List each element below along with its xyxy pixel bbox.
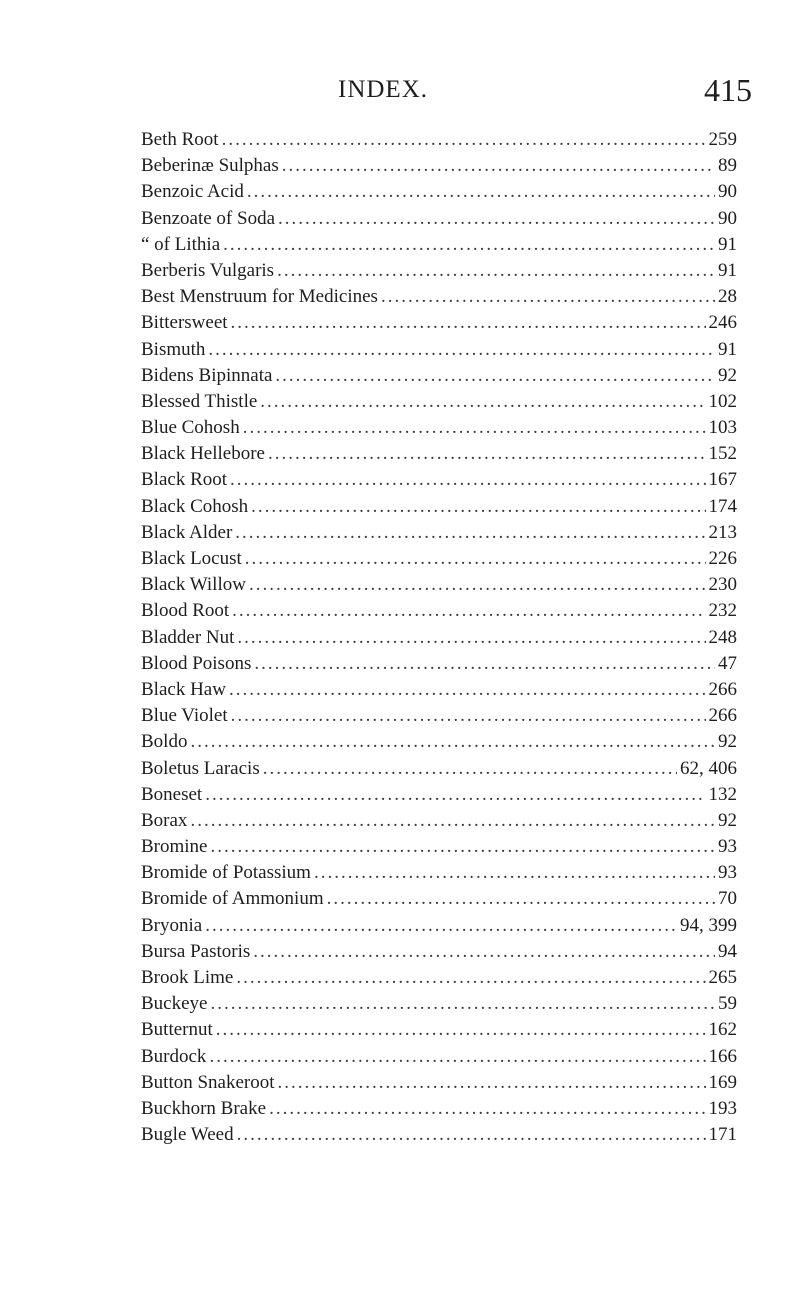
index-entry-page: 103 bbox=[708, 417, 737, 439]
index-entry-page: 265 bbox=[708, 967, 737, 988]
index-entry-page: 47 bbox=[718, 652, 737, 674]
index-entry bbox=[141, 258, 737, 284]
index-entry-page: 248 bbox=[708, 626, 737, 648]
index-entry-term: Boldo bbox=[141, 731, 188, 753]
index-entry-page: 230 bbox=[708, 574, 737, 596]
dot-leader bbox=[254, 651, 715, 677]
index-entry bbox=[141, 782, 737, 808]
index-entry bbox=[141, 389, 737, 415]
index-entry bbox=[141, 127, 737, 153]
index-entry-page: 70 bbox=[718, 888, 737, 910]
index-entry-term: Berberis Vulgaris bbox=[141, 259, 275, 281]
index-entry-page: 166 bbox=[708, 1045, 737, 1067]
index-entry-page: 232 bbox=[708, 600, 737, 622]
index-entry-page: 266 bbox=[708, 678, 737, 700]
index-entry-term: Black Willow bbox=[141, 574, 246, 596]
index-entry-page: 91 bbox=[718, 233, 737, 255]
dot-leader bbox=[253, 939, 715, 965]
index-entry bbox=[141, 860, 737, 886]
index-entry-page: 93 bbox=[718, 836, 737, 858]
index-entry-term: Black Alder bbox=[141, 521, 233, 543]
index-entry-term: Blood Poisons bbox=[141, 652, 252, 674]
dot-leader bbox=[275, 363, 715, 389]
index-entry-page: 266 bbox=[708, 705, 737, 727]
dot-leader bbox=[237, 625, 705, 651]
dot-leader bbox=[268, 441, 706, 467]
index-entry bbox=[141, 886, 737, 912]
index-entry-term: Blood Root bbox=[141, 600, 230, 622]
index-entry bbox=[141, 1122, 737, 1148]
dot-leader bbox=[223, 232, 715, 258]
index-entry bbox=[141, 206, 737, 232]
index-entry bbox=[141, 703, 737, 729]
dot-leader bbox=[314, 860, 715, 886]
dot-leader bbox=[282, 153, 715, 179]
index-entry-term: Bugle Weed bbox=[141, 1124, 234, 1146]
index-entry bbox=[141, 808, 737, 834]
index-entry bbox=[141, 284, 737, 310]
index-entry-page: 102 bbox=[708, 390, 737, 412]
dot-leader bbox=[263, 756, 677, 782]
index-entry-page: 94, 399 bbox=[680, 914, 737, 936]
index-entry-page: 94 bbox=[718, 940, 737, 962]
index-entry-term: Black Locust bbox=[141, 548, 242, 569]
index-entry-term: Boletus Laracis bbox=[141, 757, 260, 779]
dot-leader bbox=[251, 494, 705, 520]
index-entry-page: 90 bbox=[718, 207, 737, 229]
index-entry-term: Blue Violet bbox=[141, 705, 228, 727]
dot-leader bbox=[249, 572, 706, 598]
index-entry-page: 259 bbox=[708, 129, 737, 150]
index-entry bbox=[141, 441, 737, 467]
index-entry-term: “ of Lithia bbox=[141, 233, 221, 255]
index-entry bbox=[141, 1070, 737, 1096]
index-entry-term: Bidens Bipinnata bbox=[141, 364, 273, 386]
index-entry-page: 28 bbox=[718, 286, 737, 308]
index-entry-page: 174 bbox=[708, 495, 737, 517]
index-entry-page: 152 bbox=[708, 443, 737, 465]
index-entry bbox=[141, 939, 737, 965]
index-entry-term: Bismuth bbox=[141, 338, 206, 360]
index-entry-page: 167 bbox=[708, 469, 737, 491]
index-entry-term: Bromide of Ammonium bbox=[141, 888, 324, 910]
index-entry bbox=[141, 1044, 737, 1070]
dot-leader bbox=[208, 337, 715, 363]
index-entry-page: 193 bbox=[708, 1097, 737, 1119]
index-entry bbox=[141, 677, 737, 703]
index-entry-term: Blue Cohosh bbox=[141, 417, 240, 439]
index-entry-page: 92 bbox=[718, 809, 737, 831]
index-entry-term: Bittersweet bbox=[141, 312, 228, 334]
dot-leader bbox=[247, 179, 715, 205]
index-entry-page: 90 bbox=[718, 181, 737, 203]
index-entry-term: Bromide of Potassium bbox=[141, 862, 311, 884]
dot-leader bbox=[327, 886, 715, 912]
index-entry bbox=[141, 756, 737, 782]
index-entry-term: Blessed Thistle bbox=[141, 390, 258, 412]
index-entries-list bbox=[141, 127, 737, 1148]
index-entry bbox=[141, 913, 737, 939]
index-entry-page: 59 bbox=[718, 993, 737, 1015]
index-entry-page: 89 bbox=[718, 155, 737, 177]
dot-leader bbox=[237, 1122, 706, 1148]
index-entry bbox=[141, 337, 737, 363]
index-entry bbox=[141, 1017, 737, 1043]
index-entry-term: Beberinæ Sulphas bbox=[141, 155, 279, 177]
index-entry-page: 226 bbox=[708, 548, 737, 569]
index-entry-term: Brook Lime bbox=[141, 967, 234, 988]
index-entry-term: Button Snakeroot bbox=[141, 1071, 275, 1093]
index-entry bbox=[141, 1096, 737, 1122]
index-entry-term: Benzoate of Soda bbox=[141, 207, 276, 229]
index-entry-page: 93 bbox=[718, 862, 737, 884]
index-entry-page: 162 bbox=[708, 1019, 737, 1041]
dot-leader bbox=[278, 206, 715, 232]
index-entry-page: 62, 406 bbox=[680, 757, 737, 779]
index-entry-page: 91 bbox=[718, 338, 737, 360]
dot-leader bbox=[277, 258, 715, 284]
dot-leader bbox=[269, 1096, 705, 1122]
dot-leader bbox=[232, 598, 705, 624]
index-entry-page: 132 bbox=[708, 783, 737, 805]
page-title: INDEX. bbox=[338, 76, 429, 103]
dot-leader bbox=[231, 703, 706, 729]
dot-leader bbox=[236, 965, 705, 991]
dot-leader bbox=[245, 546, 706, 572]
dot-leader bbox=[278, 1070, 706, 1096]
index-entry-page: 213 bbox=[708, 521, 737, 543]
dot-leader bbox=[210, 991, 715, 1017]
index-entry-page: 92 bbox=[718, 364, 737, 386]
index-entry-term: Best Menstruum for Medicines bbox=[141, 286, 378, 308]
dot-leader bbox=[229, 677, 706, 703]
index-entry bbox=[141, 153, 737, 179]
index-entry-term: Bladder Nut bbox=[141, 626, 235, 648]
index-entry bbox=[141, 598, 737, 624]
dot-leader bbox=[205, 913, 677, 939]
index-entry-term: Black Cohosh bbox=[141, 495, 249, 517]
index-entry bbox=[141, 494, 737, 520]
index-entry-term: Bryonia bbox=[141, 914, 203, 936]
index-entry bbox=[141, 546, 737, 572]
dot-leader bbox=[381, 284, 715, 310]
dot-leader bbox=[260, 389, 705, 415]
index-entry-page: 171 bbox=[708, 1124, 737, 1146]
index-entry bbox=[141, 363, 737, 389]
index-entry-page: 246 bbox=[708, 312, 737, 334]
dot-leader bbox=[216, 1017, 706, 1043]
index-entry-term: Boneset bbox=[141, 783, 203, 805]
index-entry bbox=[141, 310, 737, 336]
index-entry bbox=[141, 572, 737, 598]
index-entry bbox=[141, 467, 737, 493]
dot-leader bbox=[235, 520, 705, 546]
index-entry-term: Bromine bbox=[141, 836, 208, 858]
index-entry-term: Borax bbox=[141, 809, 188, 831]
index-entry-term: Black Root bbox=[141, 469, 228, 491]
index-entry bbox=[141, 965, 737, 991]
index-entry bbox=[141, 834, 737, 860]
index-entry-term: Benzoic Acid bbox=[141, 181, 244, 203]
dot-leader bbox=[243, 415, 706, 441]
index-entry-term: Beth Root bbox=[141, 129, 219, 150]
index-entry-term: Butternut bbox=[141, 1019, 213, 1041]
page-header bbox=[0, 72, 800, 116]
index-entry bbox=[141, 651, 737, 677]
dot-leader bbox=[231, 310, 706, 336]
index-entry-page: 91 bbox=[718, 259, 737, 281]
dot-leader bbox=[190, 729, 715, 755]
index-entry-term: Buckeye bbox=[141, 993, 208, 1015]
dot-leader bbox=[222, 127, 706, 153]
index-entry bbox=[141, 179, 737, 205]
dot-leader bbox=[205, 782, 705, 808]
index-entry bbox=[141, 991, 737, 1017]
index-entry-term: Burdock bbox=[141, 1045, 207, 1067]
index-entry bbox=[141, 729, 737, 755]
dot-leader bbox=[230, 467, 705, 493]
index-entry-term: Bursa Pastoris bbox=[141, 940, 251, 962]
index-entry bbox=[141, 415, 737, 441]
index-entry-page: 169 bbox=[708, 1071, 737, 1093]
index-entry-term: Buckhorn Brake bbox=[141, 1097, 267, 1119]
page-number: 415 bbox=[704, 72, 752, 108]
index-entry bbox=[141, 232, 737, 258]
index-entry-term: Black Haw bbox=[141, 678, 226, 700]
dot-leader bbox=[211, 834, 716, 860]
index-entry bbox=[141, 625, 737, 651]
index-entry-term: Black Hellebore bbox=[141, 443, 265, 465]
index-entry bbox=[141, 520, 737, 546]
dot-leader bbox=[209, 1044, 705, 1070]
index-entry-page: 92 bbox=[718, 731, 737, 753]
dot-leader bbox=[190, 808, 715, 834]
